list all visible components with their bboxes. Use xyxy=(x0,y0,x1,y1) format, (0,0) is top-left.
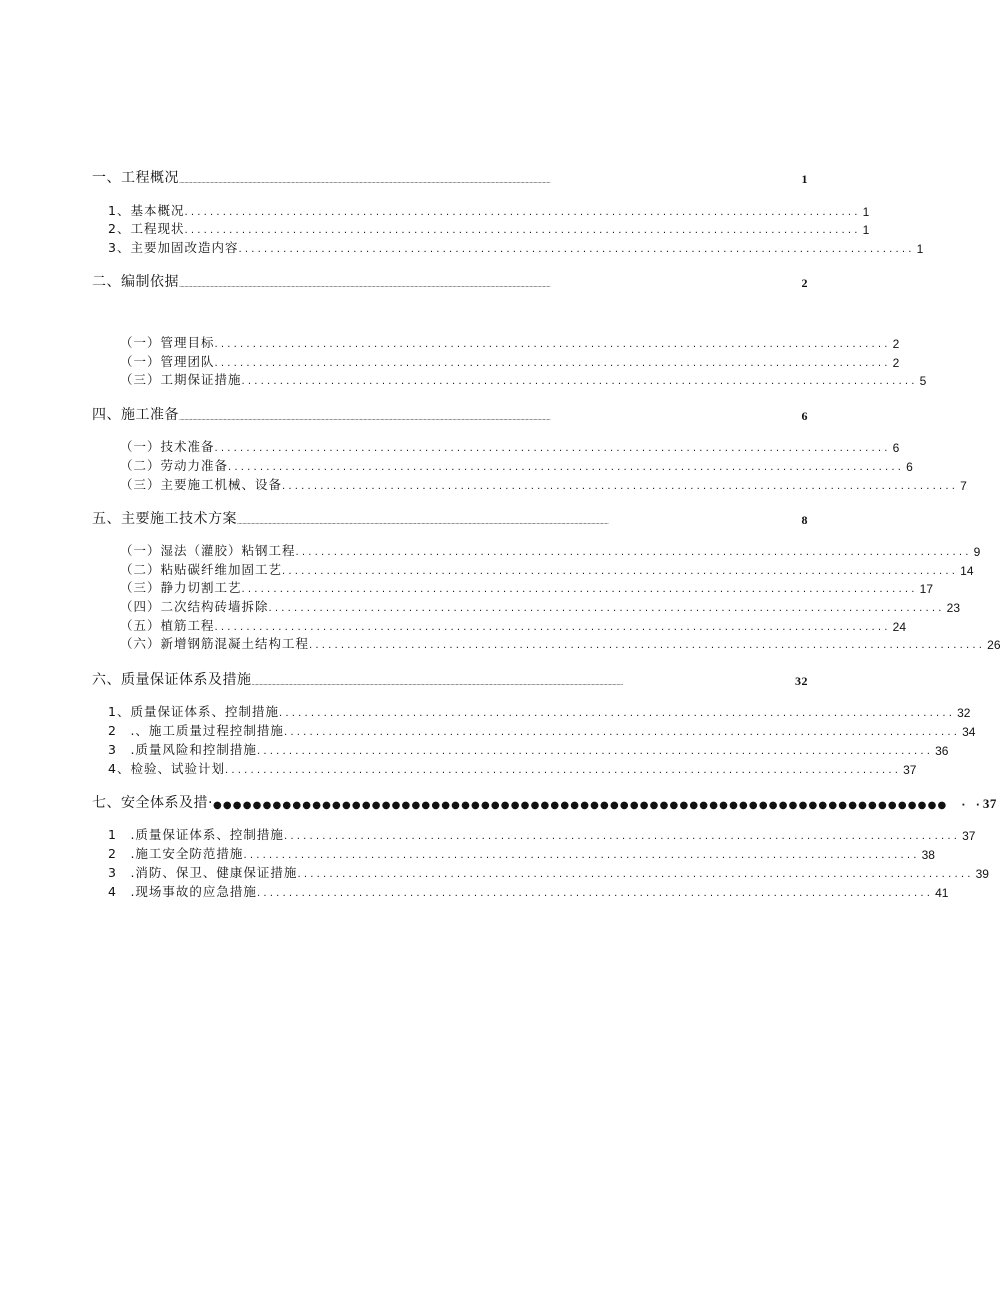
toc-leader: .......................................................................................................... xyxy=(283,831,961,842)
toc-item[interactable] xyxy=(120,578,934,596)
toc-page: 14 xyxy=(960,564,974,578)
toc-leader: .......................................................................................................... xyxy=(268,603,945,614)
toc-page: 6 xyxy=(801,409,808,423)
toc-label: 4、检验、试验计划 xyxy=(108,761,225,776)
toc-label: 2、工程现状 xyxy=(108,221,185,236)
toc-page: 26 xyxy=(987,638,1001,652)
toc-item[interactable] xyxy=(108,759,917,777)
toc-item[interactable] xyxy=(108,825,976,843)
toc-label: （三）主要施工机械、设备 xyxy=(120,477,283,492)
toc-page: 39 xyxy=(975,867,989,881)
toc-leader: .......................................................................................................... xyxy=(283,727,961,738)
toc-label: （四）二次结构砖墙拆除 xyxy=(120,599,269,614)
toc-leader: .......................................................................................................... xyxy=(282,566,959,577)
toc-label: （一）技术准备 xyxy=(120,439,215,454)
toc-label: （一）湿法（灌胶）粘钢工程 xyxy=(120,543,296,558)
toc-label: 1、基本概况 xyxy=(108,203,185,218)
toc-label: 二、编制依据 xyxy=(92,274,179,290)
toc-label: （五）植筋工程 xyxy=(120,618,215,633)
toc-leader: .......................................................................................................... xyxy=(295,547,972,558)
toc-leader: .......................................................................................................... xyxy=(214,622,891,633)
toc-page: 9 xyxy=(973,545,981,559)
toc-label: 1 .质量保证体系、控制措施 xyxy=(108,827,284,842)
toc-heading[interactable] xyxy=(92,167,808,187)
toc-label: 3、主要加固改造内容 xyxy=(108,240,239,255)
toc-label: 一、工程概况 xyxy=(92,170,179,186)
toc-leader: .......................................................................................................... xyxy=(214,443,891,454)
toc-item[interactable] xyxy=(120,616,907,634)
toc-label: 2 .、施工质量过程控制措施 xyxy=(108,723,284,738)
toc-item[interactable] xyxy=(120,541,981,559)
toc-item[interactable] xyxy=(120,634,1001,652)
toc-item[interactable] xyxy=(120,475,967,493)
toc-leader: .......................................................................................................... xyxy=(256,888,934,899)
toc-page: 1 xyxy=(862,223,870,237)
toc-item[interactable] xyxy=(108,721,976,739)
toc-leader: .......................................................................................................... xyxy=(309,640,986,651)
toc-item[interactable] xyxy=(108,882,949,900)
toc-label: （一）管理团队 xyxy=(120,354,215,369)
toc-page: 17 xyxy=(919,582,934,596)
toc-heading[interactable] xyxy=(92,404,808,424)
toc-label: 3 .消防、保卫、健康保证措施 xyxy=(108,865,298,880)
toc-leader: .......................................................................................................... xyxy=(214,358,891,369)
toc-label: 1、质量保证体系、控制措施 xyxy=(108,704,279,719)
toc-leader: ............................................................................................................................................................................................................................................................................................ xyxy=(179,178,551,185)
toc-leader: ............................................................................................................................................................................................................................................................................................ xyxy=(179,415,551,422)
toc-page: 1 xyxy=(916,242,924,256)
toc-item[interactable] xyxy=(120,352,900,370)
toc-item[interactable] xyxy=(120,333,900,351)
toc-item[interactable] xyxy=(120,437,900,455)
toc-label: 四、施工准备 xyxy=(92,407,179,423)
toc-leader: .......................................................................................................... xyxy=(282,481,959,492)
toc-item[interactable] xyxy=(120,370,927,388)
toc-page: 2 xyxy=(801,276,808,290)
toc-page: 37 xyxy=(962,829,976,843)
toc-page: 38 xyxy=(921,848,935,862)
toc-item[interactable] xyxy=(120,560,974,578)
toc-label: 五、主要施工技术方案 xyxy=(92,511,237,527)
toc-leader: .......................................................................................................... xyxy=(224,765,902,776)
toc-leader: .......................................................................................................... xyxy=(214,339,891,350)
toc-page: 32 xyxy=(795,674,808,688)
toc-label: （六）新增钢筋混凝土结构工程 xyxy=(120,636,310,651)
toc-page: 37 xyxy=(903,763,917,777)
toc-leader: ............................................................................................................................................................................................................................................................................................ xyxy=(251,680,623,687)
toc-page: 2 xyxy=(892,356,900,370)
toc-page: 36 xyxy=(935,744,949,758)
toc-label: （三）静力切割工艺 xyxy=(120,580,242,595)
toc-page: 2 xyxy=(892,337,900,351)
toc-leader: .......................................................................................................... xyxy=(256,746,934,757)
toc-page: 7 xyxy=(960,479,967,493)
toc-leader: ●●●●●●●●●●●●●●●●●●●●●●●●●●●●●●●●●●●●●●●●●●●●●●●●●●●●●●●●●●●●●●●●●●●●●●●●●● · · xyxy=(212,800,981,811)
toc-leader: .......................................................................................................... xyxy=(228,462,905,473)
toc-item[interactable] xyxy=(120,456,913,474)
toc-label: 六、质量保证体系及措施 xyxy=(92,672,252,688)
toc-label: 4 .现场事故的应急措施 xyxy=(108,884,257,899)
toc-page: 34 xyxy=(962,725,976,739)
toc-item[interactable] xyxy=(108,201,870,219)
toc-heading[interactable] xyxy=(92,271,808,291)
toc-leader: .......................................................................................................... xyxy=(184,225,861,236)
toc-leader: ............................................................................................................................................................................................................................................................................................ xyxy=(179,282,551,289)
toc-leader: .......................................................................................................... xyxy=(184,207,861,218)
toc-item[interactable] xyxy=(108,740,949,758)
toc-page: 24 xyxy=(892,620,907,634)
toc-item[interactable] xyxy=(108,238,924,256)
toc-page: 1 xyxy=(801,172,808,186)
toc-heading[interactable] xyxy=(92,508,808,528)
toc-page: 6 xyxy=(892,441,900,455)
toc-page: 37 xyxy=(982,796,997,811)
toc-item[interactable] xyxy=(108,863,989,881)
toc-leader: .......................................................................................................... xyxy=(238,244,915,255)
toc-item[interactable] xyxy=(108,844,935,862)
toc-label: 3 .质量风险和控制措施 xyxy=(108,742,257,757)
toc-leader: .......................................................................................................... xyxy=(241,376,918,387)
toc-page: 41 xyxy=(935,886,949,900)
toc-label: 七、安全体系及措· xyxy=(92,795,213,811)
toc-heading[interactable] xyxy=(92,669,808,689)
toc-leader: .......................................................................................................... xyxy=(278,708,956,719)
toc-item[interactable] xyxy=(108,702,971,720)
toc-label: （二）劳动力准备 xyxy=(120,458,229,473)
toc-page: 32 xyxy=(957,706,971,720)
toc-label: （三）工期保证措施 xyxy=(120,372,242,387)
toc-leader: .......................................................................................................... xyxy=(241,584,918,595)
toc-page: 6 xyxy=(906,460,913,474)
toc-label: （一）管理目标 xyxy=(120,335,215,350)
toc-page: 5 xyxy=(919,374,927,388)
toc-leader: .......................................................................................................... xyxy=(297,869,974,880)
toc-item[interactable] xyxy=(108,219,870,237)
toc-label: （二）粘贴碳纤维加固工艺 xyxy=(120,562,283,577)
toc-leader: .......................................................................................................... xyxy=(243,850,920,861)
toc-leader: ............................................................................................................................................................................................................................................................................................ xyxy=(237,519,609,526)
toc-page: 1 xyxy=(862,205,870,219)
toc-page: 8 xyxy=(801,513,808,527)
toc-heading[interactable] xyxy=(92,792,997,812)
toc-page: 23 xyxy=(946,601,961,615)
toc-label: 2 .施工安全防范措施 xyxy=(108,846,244,861)
toc-item[interactable] xyxy=(120,597,961,615)
